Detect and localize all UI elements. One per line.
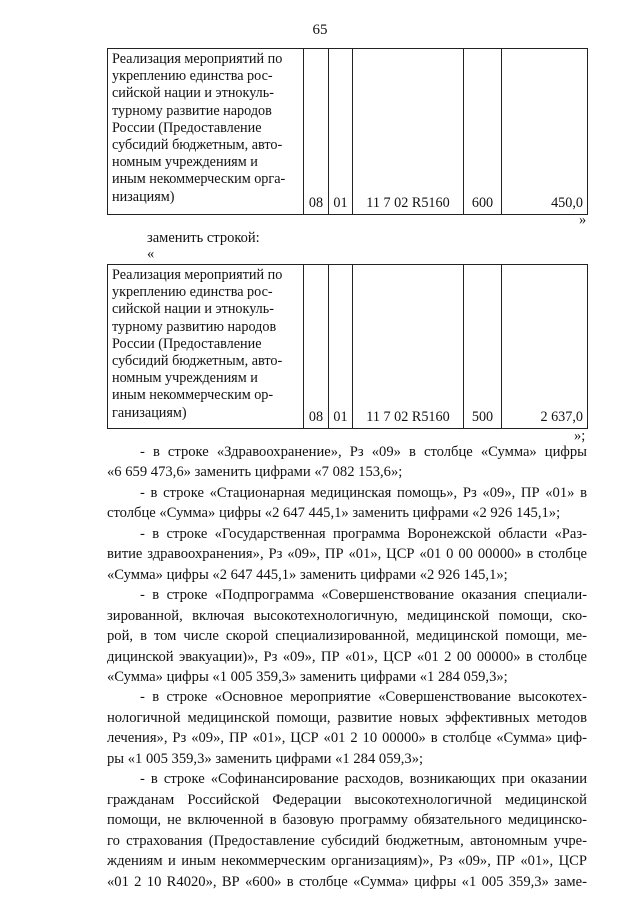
table-row <box>108 265 588 429</box>
row-name-cell: Реализация мероприятий по укреплению единства рос- сийской нации и этнокуль- турному развитию народов России (Предоставление субсидий бюджетным, авто- номным учреждениям и иным некоммерческим ор- ганизациям) <box>108 265 304 429</box>
new-budget-row-table <box>107 264 588 429</box>
sum-cell: 450,0 <box>502 49 588 215</box>
vr-cell: 500 <box>464 265 502 429</box>
csr-cell: 11 7 02 R5160 <box>353 49 464 215</box>
opening-quote: « <box>147 246 155 262</box>
sum-cell: 2 637,0 <box>502 265 588 429</box>
pr-cell: 01 <box>329 265 353 429</box>
amendment-text <box>107 442 587 892</box>
closing-quote: » <box>579 212 587 228</box>
row-name-cell: Реализация мероприятий по укреплению единства рос- сийской нации и этнокуль- турному развитие народов России (Предоставление субсидий бюджетным, авто- номным учреждениям и иным некоммерческим орга- низациям) <box>108 49 304 215</box>
paragraph: - в строке «Софинансирование расходов, возникающих при оказании гражданам Российской Федерации высокотехнологичной медицинской помощи, не включенной в базовую программу обязательного медицинско- го страхования (Предоставление субсидий бюджетным, автономным учре- ждениям и иным некоммерческим организациям)», Рз «09», ПР «01», ЦСР «01 2 10 R4020», ВР «600» в столбце «Сумма» цифры «1 005 359,3» заме- <box>107 771 587 890</box>
paragraph: - в строке «Здравоохранение», Рз «09» в столбце «Сумма» цифры «6 659 473,6» заменить цифрами «7 082 153,6»; <box>107 444 587 481</box>
paragraph: - в строке «Стационарная медицинская помощь», Рз «09», ПР «01» в столбце «Сумма» цифры «2 647 445,1» заменить цифрами «2 926 145,1»; <box>107 484 587 522</box>
rz-cell: 08 <box>304 49 329 215</box>
paragraph: - в строке «Основное мероприятие «Совершенствование высокотех- нологичной медицинской помощи, развитие новых эффективных методов лечения», Рз «09», ПР «01», ЦСР «01 2 10 00000» в столбце «Сумма» циф- ры «1 005 359,3» заменить цифрами «1 284 059,3»; <box>107 689 587 767</box>
old-budget-row-table <box>107 48 588 215</box>
vr-cell: 600 <box>464 49 502 215</box>
paragraph: - в строке «Подпрограмма «Совершенствование оказания специали- зированной, включая высокотехнологичную, медицинской помощи, ско- рой, в том числе скорой специализированной, медицинской помощи, ме- дицинской эвакуации)», Рз «09», ПР «01», ЦСР «01 2 00 00000» в столбце «Сумма» цифры «1 005 359,3» заменить цифрами «1 284 059,3»; <box>107 587 587 685</box>
rz-cell: 08 <box>304 265 329 429</box>
replace-text: заменить строкой: <box>147 230 260 246</box>
closing-quote-semicolon: »; <box>574 428 586 444</box>
csr-cell: 11 7 02 R5160 <box>353 265 464 429</box>
paragraph: - в строке «Государственная программа Воронежской области «Раз- витие здравоохранения», Рз «09», ПР «01», ЦСР «01 0 00 00000» в столбце «Сумма» цифры «2 647 445,1» заменить цифрами «2 926 145,1»; <box>107 525 587 583</box>
table-row <box>108 49 588 215</box>
page-number: 65 <box>312 22 328 38</box>
pr-cell: 01 <box>329 49 353 215</box>
